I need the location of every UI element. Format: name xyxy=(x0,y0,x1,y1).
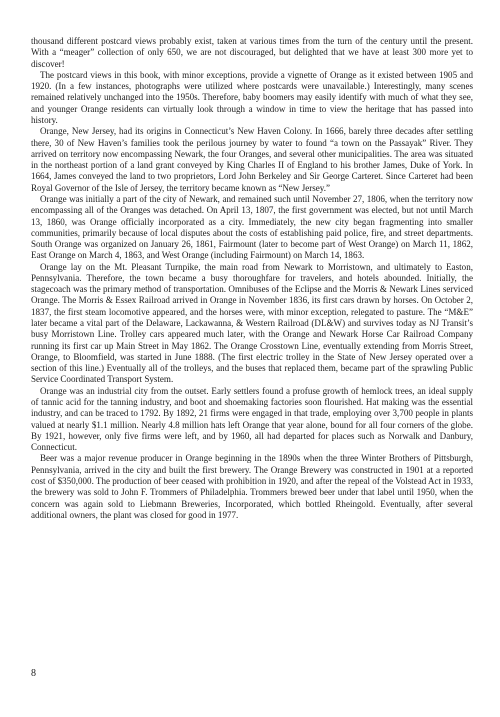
paragraph-transportation: Orange lay on the Mt. Pleasant Turnpike, the main road from Newark to Morristown, and ultimately to Easton, Pennsylvania. Therefore, the town became a busy thoroughfare for travelers, and hotels abounded. Initially, the stagecoach was the primary method of transportation. Omnibuses of the Eclipse and the Morris & Newark Lines serviced Orange. The Morris & Essex Railroad arrived in Orange in November 1836, its first cars drawn by horses. On October 2, 1837, the first steam locomotive appeared, and the horses were, with minor exception, relegated to pasture. The “M&E” later became a vital part of the Delaware, Lackawanna, & Western Railroad (DL&W) and survives today as NJ Transit’s busy Morristown Line. Trolley cars appeared much later, with the Orange and Newark Horse Car Railroad Company running its first car up Main Street in May 1862. The Orange Crosstown Line, eventually extending from Morris Street, Orange, to Bloomfield, was started in June 1888. (The first electric trolley in the State of New Jersey operated over a section of this line.) Eventually all of the trolleys, and the buses that replaced them, became part of the sprawling Public Service Coordinated Transport System. xyxy=(31,261,473,385)
paragraph-origins: Orange, New Jersey, had its origins in Connecticut’s New Haven Colony. In 1666, barely three decades after settling there, 30 of New Haven’s families took the perilous journey by water to found “a town on the Passayak” River. They arrived on territory now encompassing Newark, the four Oranges, and several other municipalities. The area was situated in the northeast portion of a land grant conveyed by King Charles II of England to his brother James, Duke of York. In 1664, James conveyed the land to two proprietors, Lord John Berkeley and Sir George Carteret. Since Carteret had been Royal Governor of the Isle of Jersey, the territory became known as “New Jersey.” xyxy=(31,126,473,193)
page-number: 8 xyxy=(31,668,36,679)
paragraph-industry: Orange was an industrial city from the outset. Early settlers found a profuse growth of hemlock trees, an ideal supply of tannic acid for the tanning industry, and boot and shoemaking factories soon flourished. Hat making was the essential industry, and can be traced to 1792. By 1892, 21 firms were engaged in that trade, employing over 3,700 people in plants valued at nearly $1.1 million. Nearly 4.8 million hats left Orange that year alone, bound for all four corners of the globe. By 1921, however, only five firms were left, and by 1960, all had departed for places such as Norwalk and Danbury, Connecticut. xyxy=(31,385,473,453)
paragraph-postcard-views: The postcard views in this book, with minor exceptions, provide a vignette of Orange as it existed between 1905 and 1920. (In a few instances, photographs were utilized where postcards were unavailable.) Interestingly, many scenes remained relatively unchanged into the 1950s. Therefore, baby boomers may easily identify with much of what they see, and younger Orange residents can virtually look through a window in time to view the heritage that has passed into history. xyxy=(31,69,473,125)
paragraph-brewery: Beer was a major revenue producer in Orange beginning in the 1890s when the three Winter Brothers of Pittsburgh, Pennsylvania, arrived in the city and built the first brewery. The Orange Brewery was constructed in 1901 at a reported cost of $350,000. The production of beer ceased with prohibition in 1920, and after the repeal of the Volstead Act in 1933, the brewery was sold to John F. Trommers of Philadelphia. Trommers brewed beer under that label until 1950, when the concern was again sold to Liebmann Breweries, Incorporated, which bottled Rheingold. Eventually, after several additional owners, the plant was closed for good in 1977. xyxy=(31,453,473,520)
paragraph-continuation: thousand different postcard views probably exist, taken at various times from the turn of the century until the present. With a “meager” collection of only 650, we are not discouraged, but delighted that we have at least 300 more yet to discover! xyxy=(31,36,473,69)
paragraph-incorporation: Orange was initially a part of the city of Newark, and remained such until November 27, 1806, when the territory now encompassing all of the Oranges was detached. On April 13, 1807, the first government was elected, but not until March 13, 1860, was Orange officially incorporated as a city. Immediately, the new city began fragmenting into smaller communities, primarily because of local disputes about the costs of establishing paid police, fire, and street departments. South Orange was organized on January 26, 1861, Fairmount (later to become part of West Orange) on March 11, 1862, East Orange on March 4, 1863, and West Orange (including Fairmount) on March 14, 1863. xyxy=(31,193,473,261)
body-text xyxy=(31,36,473,521)
